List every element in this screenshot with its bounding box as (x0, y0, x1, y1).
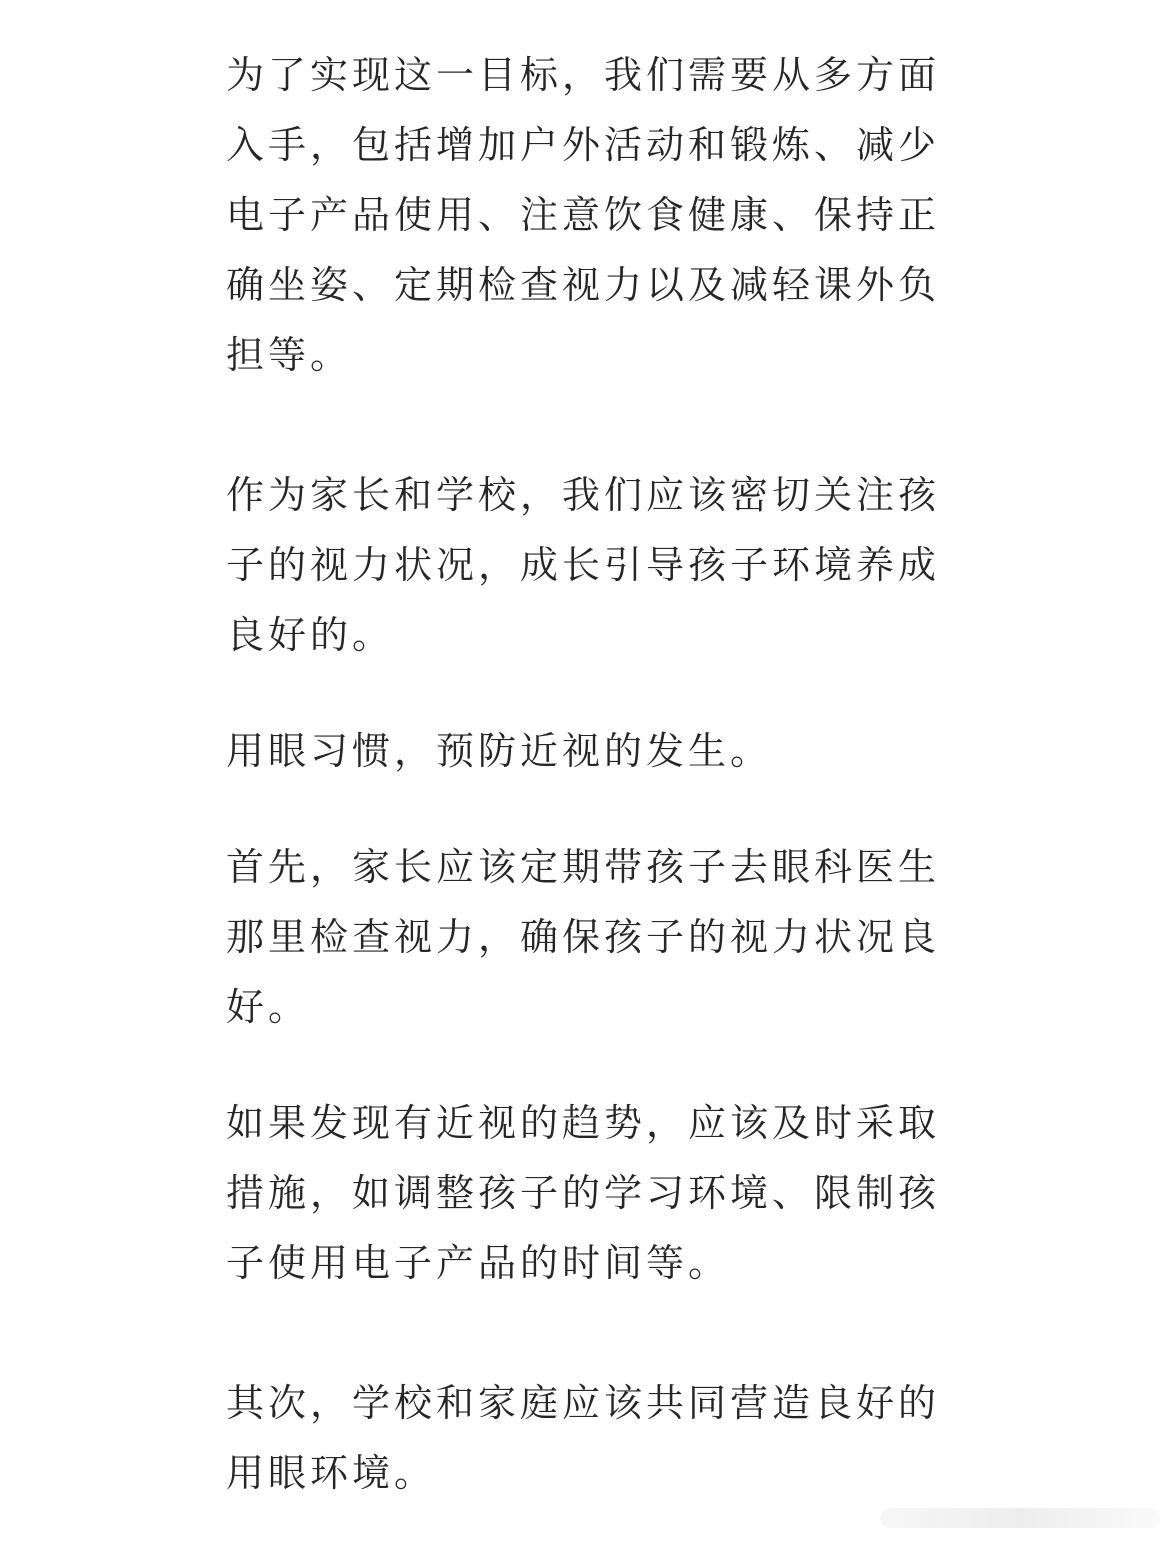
text-line: 子的视力状况，成长引导孩子环境养成 (226, 543, 941, 587)
paragraph-spacer (226, 390, 946, 460)
text-line: 良好的。 (226, 613, 395, 657)
text-line: 措施，如调整孩子的学习环境、限制孩 (226, 1171, 941, 1215)
text-line: 入手，包括增加户外活动和锻炼、减少 (226, 123, 941, 167)
text-line: 好。 (226, 985, 311, 1029)
paragraph-spacer (226, 670, 946, 716)
paragraph-6 (226, 1368, 946, 1508)
text-line: 子使用电子产品的时间等。 (226, 1241, 731, 1285)
text-line: 为了实现这一目标，我们需要从多方面 (226, 53, 941, 97)
text-line: 电子产品使用、注意饮食健康、保持正 (226, 193, 941, 237)
paragraph-spacer (226, 1042, 946, 1088)
paragraph-5 (226, 1088, 946, 1298)
text-line: 担等。 (226, 333, 353, 377)
paragraph-1 (226, 40, 946, 390)
paragraph-spacer (226, 786, 946, 832)
text-line: 如果发现有近视的趋势，应该及时采取 (226, 1101, 941, 1145)
text-line: 首先，家长应该定期带孩子去眼科医生 (226, 845, 941, 889)
text-line: 确坐姿、定期检查视力以及减轻课外负 (226, 263, 941, 307)
faded-watermark (880, 1508, 1160, 1528)
text-line: 作为家长和学校，我们应该密切关注孩 (226, 473, 941, 517)
article-body (226, 40, 946, 1508)
paragraph-2 (226, 460, 946, 670)
text-line: 其次，学校和家庭应该共同营造良好的 (226, 1381, 941, 1425)
text-line: 用眼环境。 (226, 1451, 437, 1495)
text-line: 那里检查视力，确保孩子的视力状况良 (226, 915, 941, 959)
paragraph-spacer (226, 1298, 946, 1368)
text-line: 用眼习惯，预防近视的发生。 (226, 729, 773, 773)
paragraph-4 (226, 832, 946, 1042)
paragraph-3 (226, 716, 946, 786)
